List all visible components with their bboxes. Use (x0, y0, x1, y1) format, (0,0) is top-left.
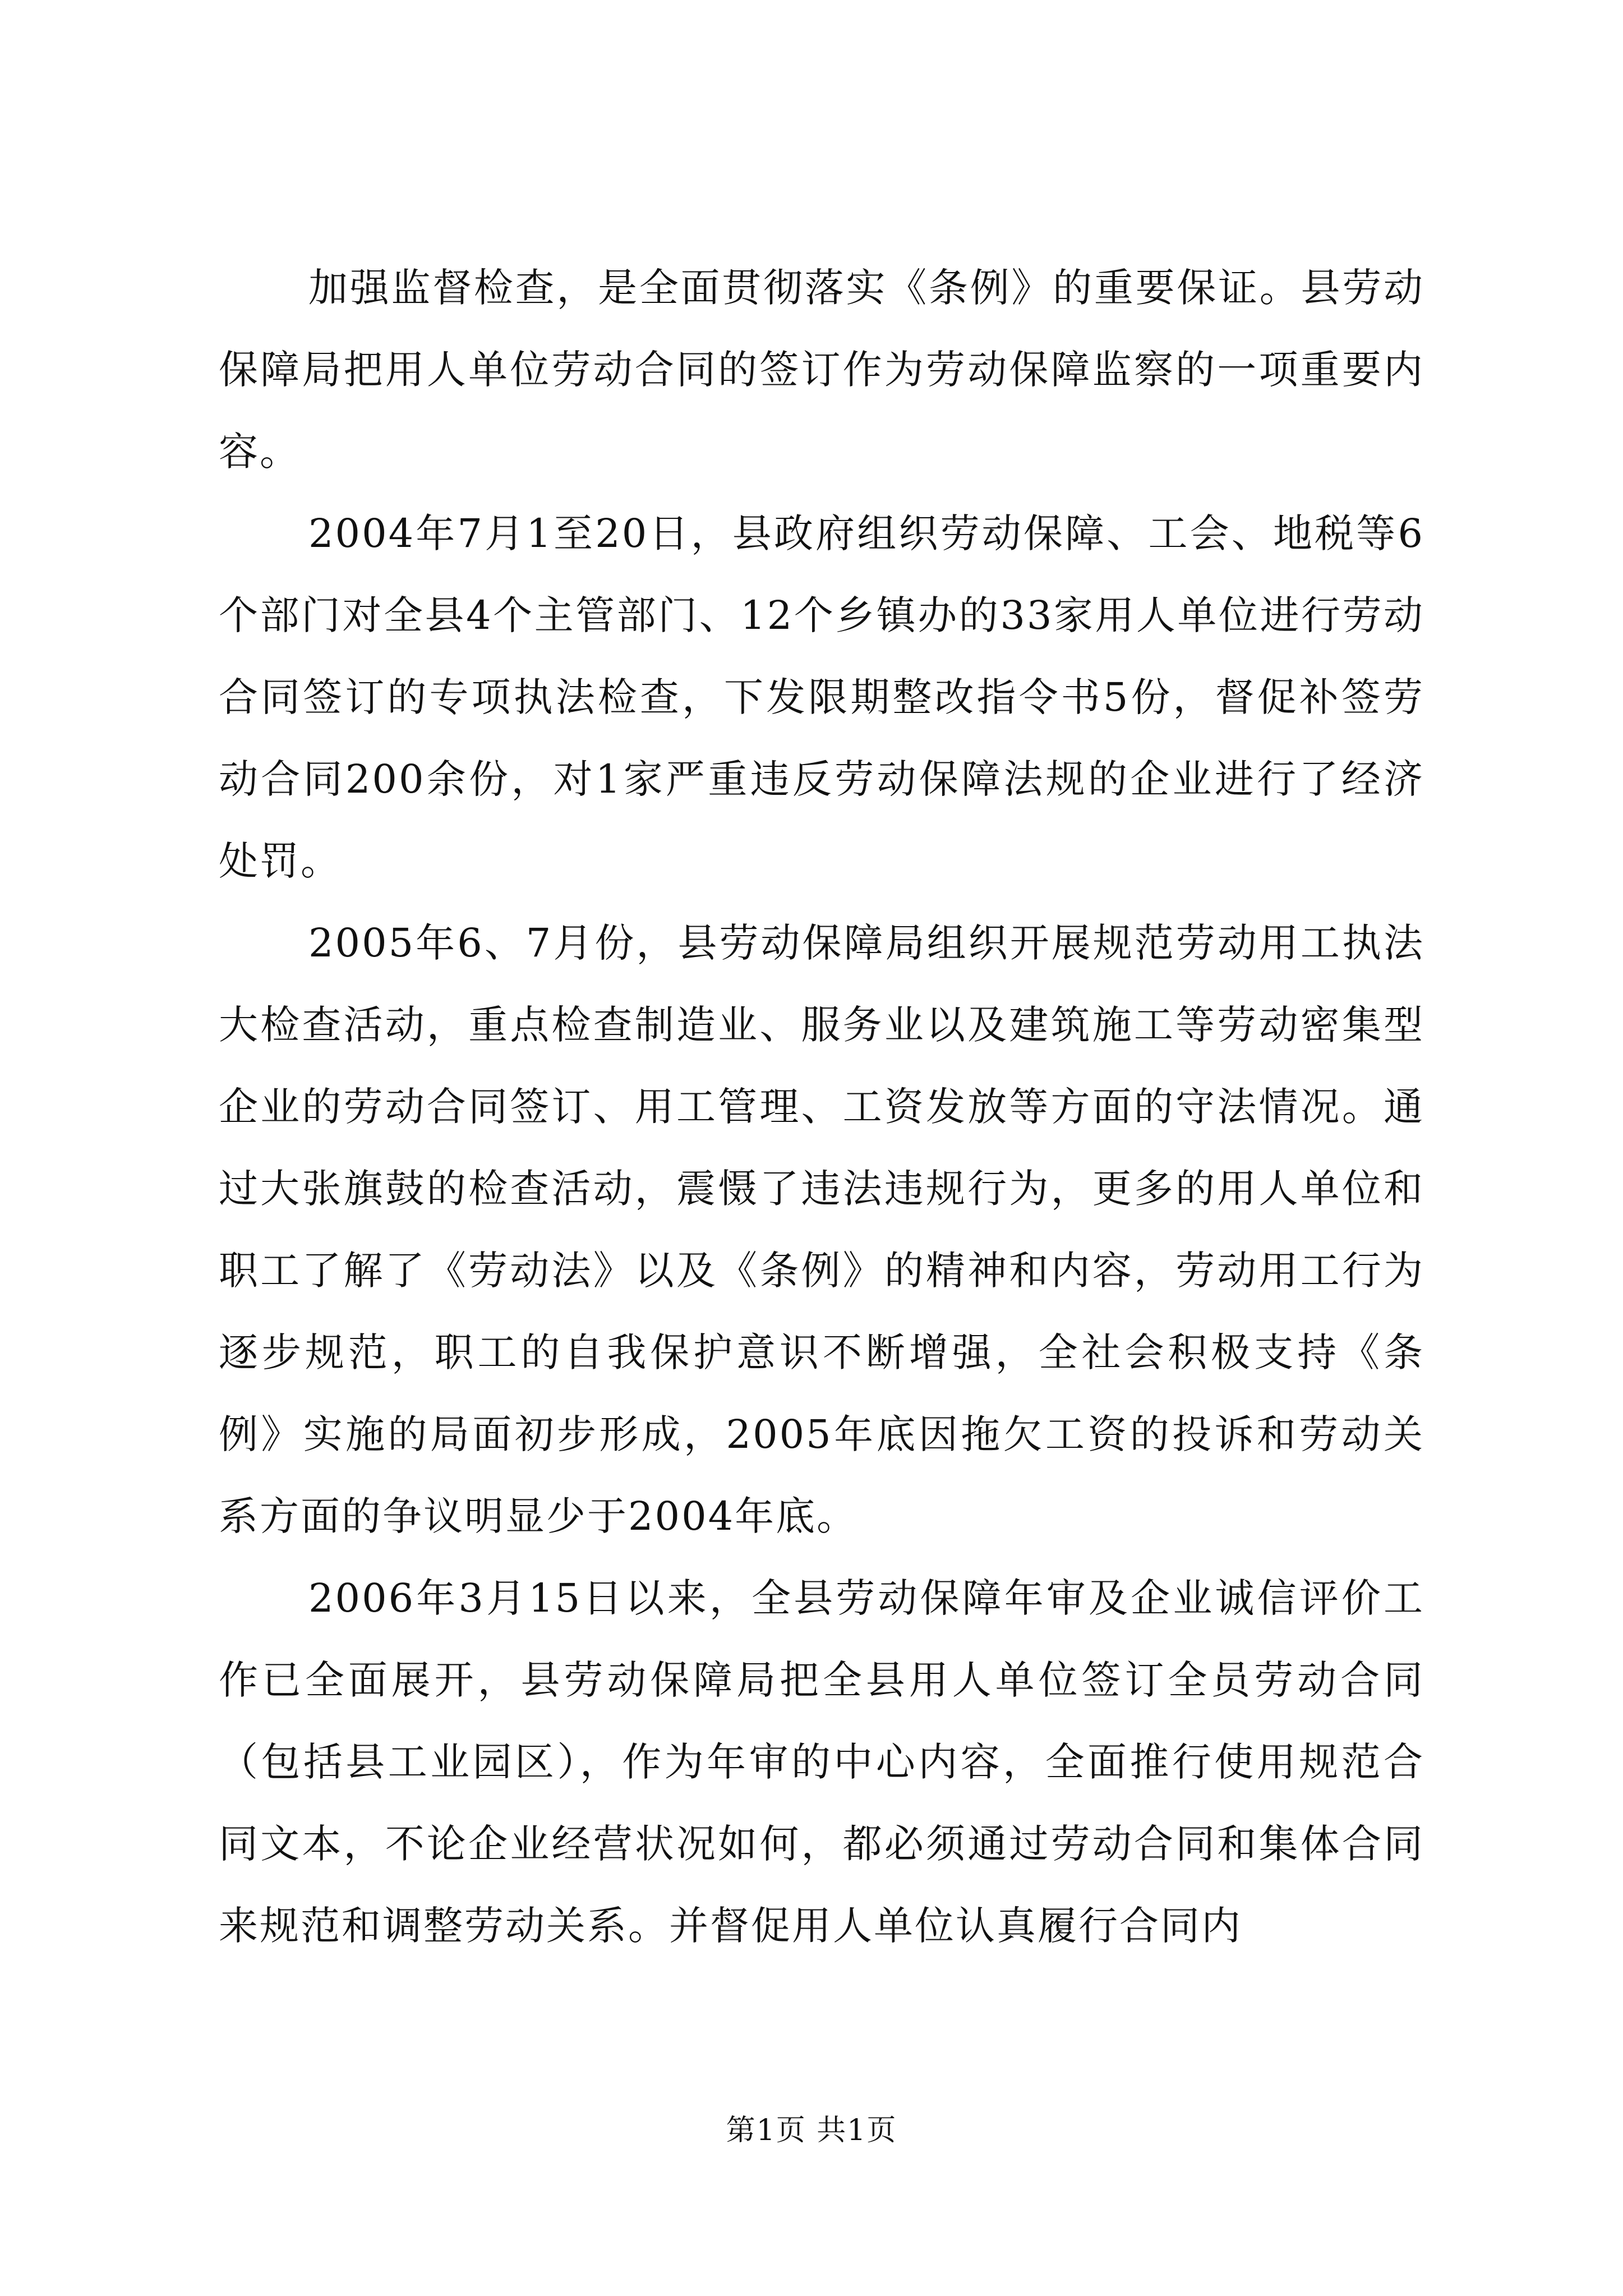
paragraph-2005-inspection: 2005年6、7月份，县劳动保障局组织开展规范劳动用工执法大检查活动，重点检查制造业、服务业以及建筑施工等劳动密集型企业的劳动合同签订、用工管理、工资发放等方面的守法情况。通过大张旗鼓的检查活动，震慑了违法违规行为，更多的用人单位和职工了解了《劳动法》以及《条例》的精神和内容，劳动用工行为逐步规范，职工的自我保护意识不断增强，全社会积极支持《条例》实施的局面初步形成，2005年底因拖欠工资的投诉和劳动关系方面的争议明显少于2004年底。 (219, 920, 1424, 1539)
paragraph-2004-inspection: 2004年7月1至20日，县政府组织劳动保障、工会、地税等6个部门对全县4个主管部门、12个乡镇办的33家用人单位进行劳动合同签订的专项执法检查，下发限期整改指令书5份，督促补签劳动合同200余份，对1家严重违反劳动保障法规的企业进行了经济处罚。 (219, 510, 1424, 884)
page-footer: 第1页 共1页 (726, 2114, 897, 2147)
document-body (219, 247, 1424, 1967)
paragraph-2006-annual-review: 2006年3月15日以来，全县劳动保障年审及企业诚信评价工作已全面展开，县劳动保障局把全县用人单位签订全员劳动合同（包括县工业园区），作为年审的中心内容，全面推行使用规范合同文本，不论企业经营状况如何，都必须通过劳动合同和集体合同来规范和调整劳动关系。并督促用人单位认真履行合同内 (219, 1575, 1424, 1949)
paragraph-supervision: 加强监督检查，是全面贯彻落实《条例》的重要保证。县劳动保障局把用人单位劳动合同的签订作为劳动保障监察的一项重要内容。 (219, 265, 1424, 475)
